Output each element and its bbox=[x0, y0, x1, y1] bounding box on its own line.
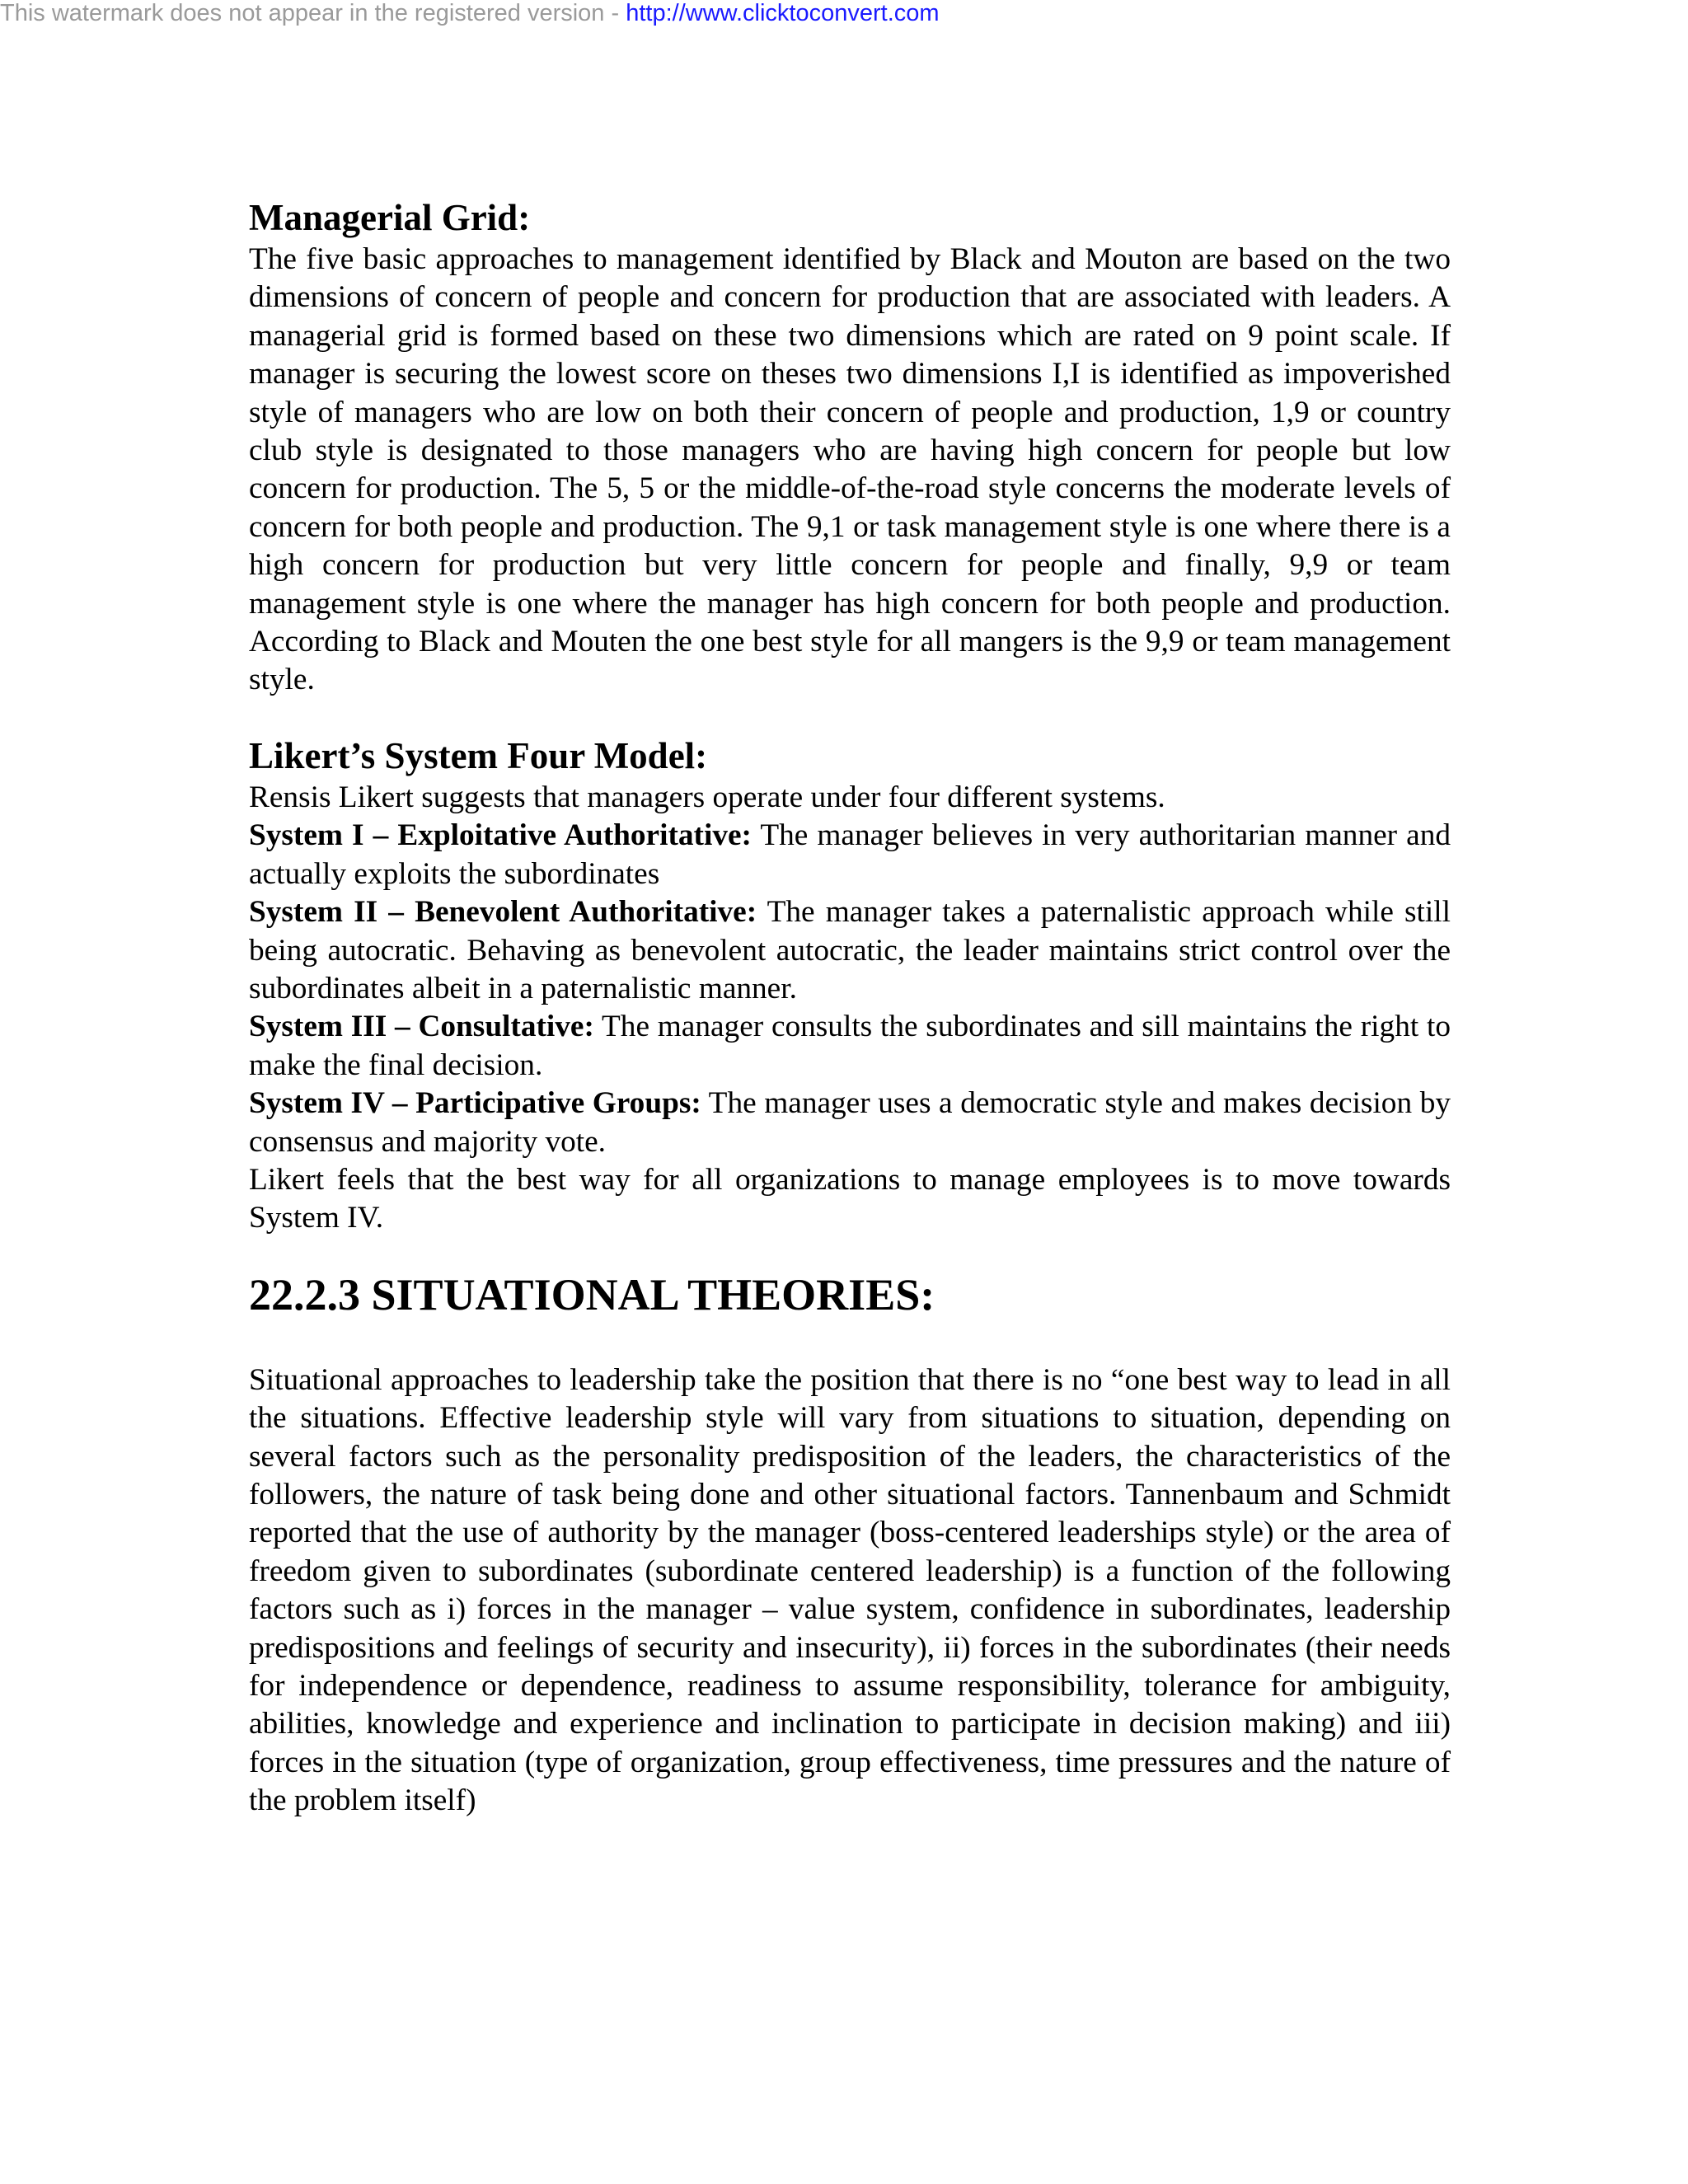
system-4-term: System IV – Participative Groups: bbox=[249, 1086, 701, 1121]
system-2-term: System II – Benevolent Authoritative: bbox=[249, 895, 757, 930]
section-spacer bbox=[249, 1322, 1451, 1361]
managerial-grid-heading: Managerial Grid: bbox=[249, 197, 531, 238]
managerial-grid-paragraph: The five basic approaches to management identified by Black and Mouton are based on the two dimensions of concern of people and concern for production that are associated with leaders. A managerial grid is formed based on these two dimensions which are rated on 9 point scale. If manager is securing the lowest score on theses two dimensions I,I is identified as impoverished style of managers who are low on both their concern of people and production, 1,9 or country club style is designated to those managers who are having high concern for people but low concern for production. The 5, 5 or the middle-of-the-road style concerns the moderate levels of concern for both people and production. The 9,1 or task management style is one where there is a high concern for production but very little concern for people and finally, 9,9 or team management style is one where the manager has high concern for both people and production. According to Black and Mouten the one best style for all mangers is the 9,9 or team management style. bbox=[249, 242, 1451, 697]
watermark-banner bbox=[0, 0, 940, 26]
system-1-term: System I – Exploitative Authoritative: bbox=[249, 818, 752, 853]
likert-system-3 bbox=[249, 1008, 1451, 1085]
likert-intro: Rensis Likert suggests that managers operate under four different systems. bbox=[249, 780, 1165, 814]
document-page bbox=[249, 194, 1451, 1821]
situational-theories-section bbox=[249, 1268, 1451, 1821]
likert-conclusion: Likert feels that the best way for all organizations to manage employees is to move towards System IV. bbox=[249, 1162, 1451, 1235]
managerial-grid-section bbox=[249, 194, 1451, 700]
likert-system-2 bbox=[249, 893, 1451, 1008]
system-3-description: The manager consults the subordinates and sill maintains the right to make the final decision. bbox=[249, 1010, 1451, 1082]
situational-theories-heading: 22.2.3 SITUATIONAL THEORIES: bbox=[249, 1269, 935, 1319]
likert-section bbox=[249, 733, 1451, 1238]
situational-theories-paragraph: Situational approaches to leadership take the position that there is no “one best way to lead in all the situations. Effective leadership style will vary from situations to situation, depending on several factors such as the personality predisposition of the leaders, the characteristics of the followers, the nature of task being done and other situational factors. Tannenbaum and Schmidt reported that the use of authority by the manager (boss-centered leaderships style) or the area of freedom given to subordinates (subordinate centered leadership) is a function of the following factors such as i) forces in the manager – value system, confidence in subordinates, leadership predispositions and feelings of security and insecurity), ii) forces in the subordinates (their needs for independence or dependence, readiness to assume responsibility, tolerance for ambiguity, abilities, knowledge and experience and inclination to participate in decision making) and iii) forces in the situation (type of organization, group effectiveness, time pressures and the nature of the problem itself) bbox=[249, 1362, 1451, 1818]
likert-heading: Likert’s System Four Model: bbox=[249, 734, 708, 776]
system-3-term: System III – Consultative: bbox=[249, 1010, 594, 1044]
likert-system-1 bbox=[249, 817, 1451, 893]
watermark-link[interactable]: http://www.clicktoconvert.com bbox=[626, 0, 940, 26]
system-2-description: The manager takes a paternalistic approach while still being autocratic. Behaving as benevolent autocratic, the leader maintains strict control over the subordinates albeit in a paternalistic manner. bbox=[249, 895, 1451, 1005]
system-1-description: The manager believes in very authoritarian manner and actually exploits the subordinates bbox=[249, 818, 1451, 891]
section-spacer bbox=[249, 700, 1451, 733]
likert-system-4 bbox=[249, 1085, 1451, 1161]
section-spacer bbox=[249, 1238, 1451, 1268]
system-4-description: The manager uses a democratic style and makes decision by consensus and majority vote. bbox=[249, 1086, 1451, 1159]
watermark-text: This watermark does not appear in the registered version - bbox=[0, 0, 626, 26]
